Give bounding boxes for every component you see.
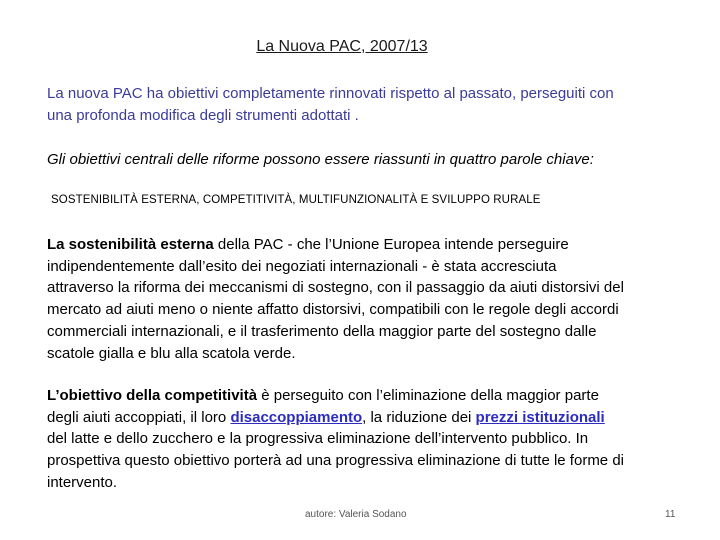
competitiveness-text-1: è perseguito con l’eliminazione della maggior parte degli aiuti accoppiati, il loro xyxy=(47,387,599,426)
sustainability-lead: La sostenibilità esterna xyxy=(47,236,214,253)
footer-author: autore: Valeria Sodano xyxy=(305,509,407,520)
page-number: 11 xyxy=(665,509,676,520)
sustainability-text: della PAC - che l’Unione Europea intende perseguire indipendentemente dall’esito dei negoziati internazionali - è stata accresciuta attraverso la riforma dei meccanismi di sostegno, con il passaggio da aiuti distorsivi del mercato ad aiuti meno o niente affatto distorsivi, compatibili con le regole degli accordi commerciali internazionali, e il trasferimento della maggior parte del sostegno dalle scatole gialla e blu alla scatola verde. xyxy=(47,236,624,362)
keywords-line: SOSTENIBILITÀ ESTERNA, COMPETITIVITÀ, MULTIFUNZIONALITÀ E SVILUPPO RURALE xyxy=(51,194,541,206)
prezzi-istituzionali-link[interactable]: prezzi istituzionali xyxy=(475,408,605,426)
competitiveness-lead-1: L’obiettivo xyxy=(47,387,122,404)
slide-title: La Nuova PAC, 2007/13 xyxy=(256,38,428,55)
competitiveness-text-2: , la riduzione dei xyxy=(362,408,476,426)
sustainability-paragraph xyxy=(47,234,627,364)
objectives-intro: Gli obiettivi centrali delle riforme possono essere riassunti in quattro parole chiave: xyxy=(47,151,594,168)
competitiveness-paragraph xyxy=(47,385,627,494)
intro-paragraph: La nuova PAC ha obiettivi completamente rinnovati rispetto al passato, perseguiti con una profonda modifica degli strumenti adottati . xyxy=(47,85,614,124)
competitiveness-text-3: del latte e dello zucchero e la progressiva eliminazione dell’intervento pubblico. In prospettiva questo obiettivo porterà ad una progressiva eliminazione di tutte le forme di intervento. xyxy=(47,430,624,491)
competitiveness-lead-2: della competitività xyxy=(122,387,258,404)
disaccoppiamento-link[interactable]: disaccoppiamento xyxy=(230,408,363,426)
